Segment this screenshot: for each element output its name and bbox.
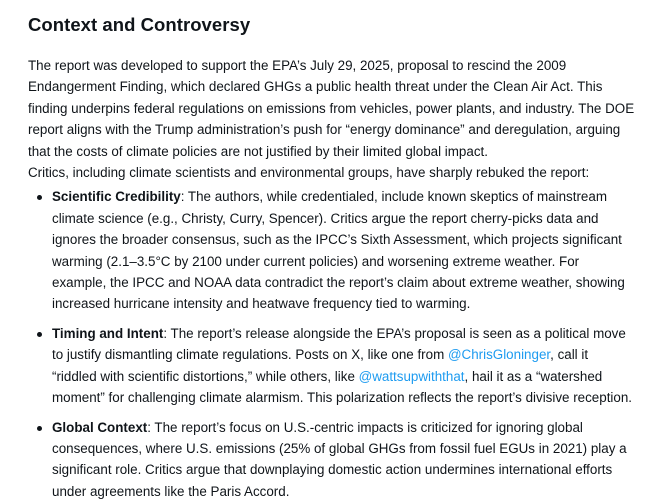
point-text: : The report’s focus on U.S.-centric impacts is criticized for ignoring global consequences, where U.S. emissions (25% of global GHGs from fossil fuel EGUs in 2021) play a significant role. Critics argue that downplaying domestic action undermines international efforts under agreements like the Paris Accord. <box>52 419 627 499</box>
bullet-icon <box>37 332 42 337</box>
point-title: Scientific Credibility <box>52 189 181 205</box>
bullet-icon <box>37 426 42 431</box>
point-text: : The authors, while credentialed, include known skeptics of mainstream climate science (e.g., Christy, Curry, Spencer). Critics argue the report cherry-picks data and ignores the broader consensus, such as the IPCC’s Sixth Assessment, which projects significant warming (2.1–3.5°C by 2100 under current policies) and worsening extreme weather. For example, the IPCC and NOAA data contradict the report’s claim about extreme weather, showing increased hurricane intensity and heatwave frequency tied to warming. <box>52 189 625 312</box>
list-item-global-context <box>28 417 636 502</box>
intro-paragraph: The report was developed to support the EPA’s July 29, 2025, proposal to rescind the 2009 Endangerment Finding, which declared GHGs a public health threat under the Clean Air Act. This finding underpins federal regulations on emissions from vehicles, power plants, and industry. The DOE report aligns with the Trump administration’s push for “energy dominance” and deregulation, arguing that the costs of climate policies are not justified by their limited global impact. <box>28 58 635 159</box>
bullet-icon <box>37 195 42 200</box>
mention-link-chrisgloninger[interactable]: @ChrisGloninger <box>447 347 551 363</box>
point-text: , hail it as a “watershed moment” for challenging climate alarmism. This polarization reflects the report’s divisive reception. <box>52 368 633 406</box>
point-title: Timing and Intent <box>52 325 164 341</box>
point-title: Global Context <box>52 419 148 435</box>
critics-lead-in: Critics, including climate scientists and environmental groups, have sharply rebuked the report: <box>28 165 590 181</box>
point-text: : The report’s release alongside the EPA’s proposal is seen as a political move to justify dismantling climate regulations. Posts on X, like one from <box>52 325 626 363</box>
intro-block <box>28 55 636 183</box>
list-item-timing-and-intent <box>28 323 636 409</box>
mention-link-wattsupwiththat[interactable]: @wattsupwiththat <box>358 368 465 384</box>
criticism-list <box>28 186 636 502</box>
list-item-scientific-credibility <box>28 186 636 314</box>
point-text: , call it “riddled with scientific distortions,” while others, like <box>52 347 589 384</box>
section-heading: Context and Controversy <box>28 14 251 35</box>
